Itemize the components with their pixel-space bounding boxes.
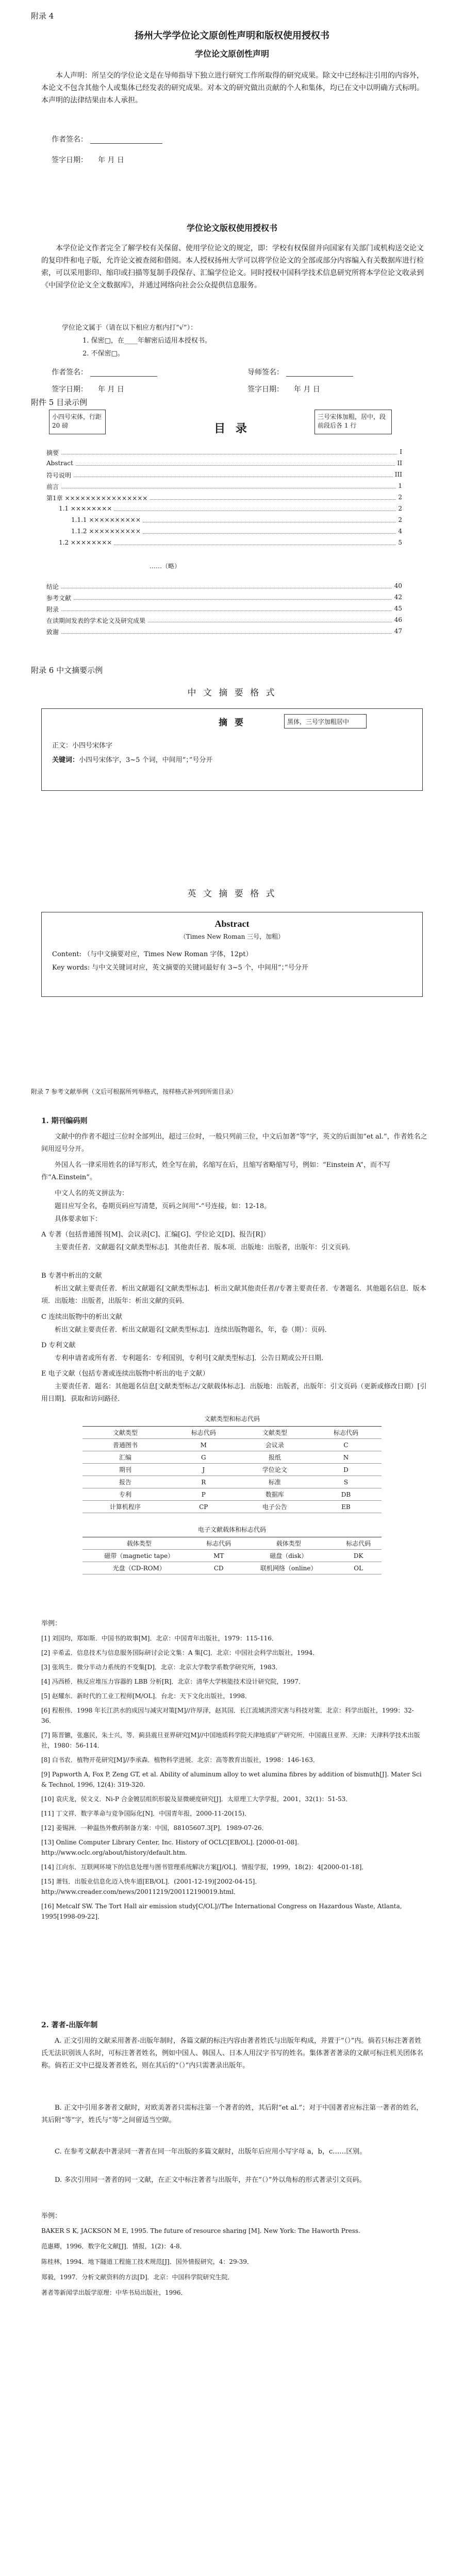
table-row: 计算机程序 CP 电子公告 EB bbox=[82, 1501, 382, 1513]
reference-item: 著者等新闻学出版学原理：中华书局出版社，1996． bbox=[41, 2289, 187, 2296]
toc-note-left: 小四号宋体，行距 20 磅 bbox=[49, 410, 106, 434]
author-sign-label-2: 作者签名： bbox=[52, 368, 88, 377]
reference-item: [10] 袁庆龙，侯文义．Ni-P 合金镀层组织形貌及显微硬度研究[J]．太原理工大学学报，2001，32(1)：51-53． bbox=[41, 1795, 352, 1803]
item-a: A 专著（包括普通图书[M]、会议录[C]、汇编[G]、学位论文[D]、报告[R]） bbox=[41, 1231, 270, 1239]
toc-row[interactable]: 附录 45 bbox=[46, 605, 402, 613]
reference-item: [12] 姜锡洲．一种温热外敷药制备方案：中国，88105607.3[P]．1989-07-26． bbox=[41, 1824, 268, 1832]
en-keywords: Key words: 与中文关键词对应，英文摘要的关键词最好有 3~5 个，中间用“；”号分开 bbox=[52, 964, 308, 972]
toc-row[interactable]: 1.1 ×××××××× 2 bbox=[59, 505, 402, 512]
table-header: 标志代码 bbox=[310, 1427, 382, 1439]
toc-row[interactable]: 在读期间发表的学术论文及研究成果 46 bbox=[46, 616, 402, 624]
en-abstract-content: Content: （与中文摘要对应，Times New Roman 字体，12pt） bbox=[52, 951, 253, 958]
examples-label: 举例： bbox=[41, 1620, 62, 1628]
table-row: 光盘（CD-ROM） CD 联机网络（online） OL bbox=[82, 1562, 382, 1574]
cn-abstract-body: 正文：小四号宋体字 bbox=[52, 742, 113, 750]
sec2-examples-label: 举例： bbox=[41, 2212, 62, 2220]
table-header: 标志代码 bbox=[335, 1537, 382, 1550]
item-d-format: 专利申请者或所有者．专利题名：专利国别，专利号[文献类型标志]．公告日期或公开日期． bbox=[55, 1354, 328, 1362]
appendix7-label: 附录 7 参考文献举例（文后可根据所列举格式，按样格式补列到所需目录） bbox=[31, 1088, 237, 1095]
date-label: 签字日期： bbox=[52, 156, 88, 164]
table-row: 报告 R 标准 S bbox=[82, 1476, 382, 1488]
reference-item: 郑毅，1997．分析文献资料的方法[D]．北京：中国科学院研究生院． bbox=[41, 2274, 234, 2281]
toc-row[interactable]: 1.1.2 ×××××××××× 4 bbox=[71, 528, 402, 535]
reference-item: [1] 刘国均，郑如斯．中国书的故事[M]．北京：中国青年出版社，1979：115-116． bbox=[41, 1635, 278, 1642]
table-row: 期刊 J 学位论文 D bbox=[82, 1464, 382, 1476]
table-header: 标志代码 bbox=[168, 1427, 239, 1439]
reference-item: [13] Online Computer Library Center, Inc. History of OCLC[EB/OL]. [2000-01-08]. http://www.oclc.org/about/history/default.htm. bbox=[41, 1839, 299, 1856]
date-units: 年 月 日 bbox=[98, 156, 124, 164]
table-header: 载体类型 bbox=[242, 1537, 335, 1550]
en-abstract-box bbox=[41, 912, 423, 997]
main-title: 扬州大学学位论文原创性声明和版权使用授权书 bbox=[135, 30, 329, 41]
item-c-format: 析出文献主要责任者．析出文献题名[文献类型标志]．连续出版物题名，年，卷（期）：页码． bbox=[55, 1326, 332, 1334]
appendix5-label: 附件 5 目录示例 bbox=[31, 398, 88, 407]
appendix-label: 附录 4 bbox=[31, 11, 54, 21]
reference-item: [7] 陈晋镳，张惠民，朱士兴，等．蓟县震旦亚界研究[M]//中国地质科学院天津地质矿产研究所．中国震旦亚界．天津：天津科学技术出版社，1980：56-114． bbox=[41, 1732, 420, 1749]
reference-item: [6] 程根伟．1998 年长江洪水的成因与减灾对策[M]//许厚泽，赵其国．长江流域洪涝灾害与科技对策．北京：科学出版社，1999：32-36． bbox=[41, 1707, 414, 1724]
cn-abstract-header: 中 文 摘 要 格 式 bbox=[187, 688, 277, 698]
option-1: 1. 保密□，在____年解密后适用本授权书。 bbox=[82, 337, 211, 345]
reference-item: 陈桂林，1994．地下隧道工程施工技术规范[J]．国外情报研究，4：29-39． bbox=[41, 2258, 253, 2265]
copyright-text: 本学位论文作者完全了解学校有关保留、使用学位论文的规定，即：学校有权保留并向国家有关部门或机构送交论文的复印件和电子版，允许论文被查阅和借阅。本人授权扬州大学可以将学位论文的全部或部分内容编入有关数据库进行检索，可以采用影印、缩印或扫描等复制手段保存、汇编学位论文。同时授权中国科学技术信息研究所将本学位论文收录到《中国学位论文全文数据库》，并通过网络向社会公众提供信息服务。 bbox=[41, 244, 424, 290]
cn-abstract-box bbox=[41, 708, 423, 791]
cn-abstract-title: 摘 要 bbox=[219, 718, 245, 728]
toc-row[interactable]: Abstract II bbox=[46, 460, 402, 467]
sec2-para4: D. 多次引用同一著者的同一文献，在正文中标注著者与出版年，并在“（）”外以角标的形式著录引文页码。 bbox=[55, 2176, 366, 2184]
sec2-reference-list bbox=[41, 2226, 428, 2303]
reference-item: BAKER S K, JACKSON M E, 1995. The future of resource sharing [M]. New York: The Haworth Press. bbox=[41, 2227, 360, 2234]
toc-row[interactable]: 参考文献 42 bbox=[46, 594, 402, 602]
reference-item: [15] 萧钰．出版业信息化迈入快车道[EB/OL]．(2001-12-19)[2002-04-15]．http://www.creader.com/news/20011219/200112190019.html． bbox=[41, 1878, 261, 1895]
reference-list bbox=[41, 1633, 428, 1926]
table1-title: 文献类型和标志代码 bbox=[204, 1415, 260, 1422]
toc-note-right: 三号宋体加粗，居中，段前段后各 1 行 bbox=[314, 410, 392, 434]
table-header: 标志代码 bbox=[195, 1537, 242, 1550]
cn-keywords-line bbox=[52, 754, 212, 764]
toc-row[interactable]: 1.1.1 ×××××××××× 2 bbox=[71, 516, 402, 523]
item-e-format: 主要责任者．题名：其他题名信息[文献类型标志/文献载体标志]．出版地：出版者，出版年：引文页码（更新或修改日期）[引用日期]．获取和访问路径． bbox=[41, 1383, 427, 1403]
item-c: C 连续出版物中的析出文献 bbox=[41, 1313, 123, 1321]
reference-item: 范惠卿，1996．数字化文献[J]．情报，1(2)：4-8． bbox=[41, 2243, 186, 2250]
reference-item: [5] 赵耀东．新时代的工业工程师[M/OL]．台北：天下文化出版社，1998． bbox=[41, 1692, 251, 1700]
sec1-para2: 外国人名一律采用姓名的译写形式，姓全写在前，名缩写在后，且缩写省略缩写号，例如：“Einstein A”，而不写作“A.Einstein”。 bbox=[41, 1161, 391, 1181]
table-row: 汇编 G 报纸 N bbox=[82, 1451, 382, 1464]
sec2-para2: B. 正文中引用多著者文献时，对欧美著者只需标注第一个著者的姓，其后附“et al.”；对于中国著者应标注第一著者的姓名，其后附“等”字，姓氏与“等”之间留适当空隙。 bbox=[41, 2104, 423, 2124]
toc-row[interactable]: 结论 40 bbox=[46, 582, 402, 590]
cn-keywords-label: 关键词： bbox=[52, 756, 79, 764]
toc-row[interactable]: 1.2 ×××××××× 5 bbox=[59, 539, 402, 546]
reference-item: [9] Papworth A, Fox P, Zeng GT, et al. Ability of aluminum alloy to wet alumina fibres by addition of bismuth[J]. Mater Sci & Technol, 1996, 12(4): 319-320. bbox=[41, 1771, 422, 1788]
copyright-title: 学位论文版权使用授权书 bbox=[186, 223, 277, 233]
item-a-format: 主要责任者．文献题名[文献类型标志]．其他责任者．版本项．出版地：出版者，出版年：引文页码． bbox=[55, 1244, 355, 1251]
date-label-2: 签字日期： bbox=[52, 385, 88, 394]
table-row: 普通图书 M 会议录 C bbox=[82, 1439, 382, 1451]
en-abstract-title: Abstract bbox=[214, 919, 250, 929]
declaration-text: 本人声明：所呈交的学位论文是在导师指导下独立进行研究工作所取得的研究成果。除文中已经标注引用的内容外，本论文不包含其他个人或集体已经发表的研究成果。对本文的研究做出贡献的个人和集体，均已在文中以明确方式标明。本声明的法律结果由本人承担。 bbox=[41, 72, 424, 105]
reference-item: [16] Metcalf SW. The Tort Hall air emission study[C/OL]//The International Congress on Hazardous Waste, Atlanta, 1995[1998-09-22]． bbox=[41, 1903, 402, 1920]
toc-row[interactable]: 第1章 ×××××××××××××××× 2 bbox=[46, 494, 402, 502]
reference-item: [2] 辛希孟．信息技术与信息服务国际研讨会论文集：A 集[C]．北京：中国社会科学出版社，1994． bbox=[41, 1649, 319, 1656]
toc-row[interactable]: 摘要 I bbox=[46, 448, 402, 456]
sub-title: 学位论文原创性声明 bbox=[194, 49, 269, 59]
table2-title: 电子文献载体和标志代码 bbox=[197, 1526, 266, 1533]
toc-title: 目 录 bbox=[214, 422, 250, 435]
doc-type-table bbox=[82, 1426, 382, 1513]
sec2-para1: A. 正文引用的文献采用著者-出版年制时，各篇文献的标注内容由著者姓氏与出版年构成，并置于“（）”内。倘若只标注著者姓氏无法识别该人名时，可标注著者姓名，例如中国人、韩国人、日本人用汉字书写的姓名。集体著者著录的文献可标注机关团体名称。倘若正文中已提及著者姓名，则在其后的“（）”内只需著录出版年。 bbox=[41, 2037, 424, 2070]
cn-keywords-text: 小四号宋体字，3~5 个词，中间用“；”号分开 bbox=[79, 756, 213, 764]
sec1-para3: 中文人名的英文拼法为： bbox=[55, 1190, 129, 1197]
toc-omitted: ……（略） bbox=[150, 563, 181, 570]
sec2-para3: C. 在参考文献表中著录同一著者在同一年出版的多篇文献时，出版年后应用小写字母 a，b，c……区别。 bbox=[55, 2148, 367, 2156]
table-header: 文献类型 bbox=[82, 1427, 168, 1439]
table-header: 载体类型 bbox=[82, 1537, 195, 1550]
sec1-para1: 文献中的作者不超过三位时全部列出，超过三位时，一般只列前三位，中文后加著“等”字，英文的后面加“et al.”，作者姓名之间用逗号分开。 bbox=[41, 1133, 427, 1153]
reference-item: [14] 江向东．互联网环境下的信息处理与图书管理系统解决方案[J/OL]．情报学报，1999，18(2)：4[2000-01-18]． bbox=[41, 1863, 368, 1871]
table-row: 磁带（magnetic tape） MT 磁盘（disk） DK bbox=[82, 1550, 382, 1562]
sec1-title: 1. 期刊编码则 bbox=[41, 1117, 88, 1125]
item-b: B 专著中析出的文献 bbox=[41, 1272, 102, 1280]
carrier-type-table bbox=[82, 1537, 382, 1574]
item-d: D 专利文献 bbox=[41, 1342, 76, 1349]
table-row: 专利 P 数据库 DB bbox=[82, 1488, 382, 1501]
toc-row[interactable]: 前言 1 bbox=[46, 482, 402, 490]
toc-row[interactable]: 符号说明 III bbox=[46, 471, 402, 479]
toc-list bbox=[46, 448, 402, 665]
item-b-format: 析出文献主要责任者．析出文献题名[文献类型标志]．析出文献其他责任者//专著主要责任者．专著题名．其他题名信息．版本项．出版地：出版者，出版年：析出文献的页码． bbox=[41, 1285, 426, 1305]
sec1-para4: 题目应写全名，卷期页码应写清楚，页码之间用“-”号连接，如：12-18。 bbox=[55, 1202, 271, 1210]
date-units-3: 年 月 日 bbox=[294, 385, 320, 394]
secret-line: 学位论文属于（请在以下相应方框内打“√”）： bbox=[62, 324, 197, 332]
date-label-3: 签字日期： bbox=[247, 385, 284, 394]
en-abstract-title-note: （Times New Roman 三号，加粗） bbox=[179, 933, 285, 940]
table-header: 文献类型 bbox=[239, 1427, 310, 1439]
sec1-para5: 具体要求如下： bbox=[55, 1215, 102, 1223]
option-2: 2. 不保密□。 bbox=[82, 350, 124, 358]
toc-row[interactable]: 致谢 47 bbox=[46, 628, 402, 636]
date-units-2: 年 月 日 bbox=[98, 385, 124, 394]
en-abstract-header: 英 文 摘 要 格 式 bbox=[187, 889, 277, 899]
sec2-title: 2. 著者-出版年制 bbox=[41, 2021, 98, 2029]
author-sign-label: 作者签名： bbox=[52, 135, 88, 144]
supervisor-sign-label: 导师签名： bbox=[247, 368, 284, 377]
cn-abstract-note: 黑体，三号字加粗居中 bbox=[284, 714, 367, 728]
item-e: E 电子文献（包括专著或连续出版物中析出的电子文献） bbox=[41, 1370, 209, 1378]
reference-item: [11] 丁文祥．数字革命与竞争国际化[N]．中国青年报，2000-11-20(15)． bbox=[41, 1810, 251, 1817]
reference-item: [4] 冯西桥．核反应堆压力容器的 LBB 分析[R]．北京：清华大学核能技术设计研究院，1997． bbox=[41, 1678, 305, 1685]
reference-item: [8] 白书农．植物开花研究[M]//李承森．植物科学进展．北京：高等教育出版社，1998：146-163． bbox=[41, 1756, 319, 1764]
appendix6-label: 附录 6 中文摘要示例 bbox=[31, 666, 103, 675]
reference-item: [3] 张筑生．微分半动力系统的不变集[D]．北京：北京大学数学系数学研究所，1983． bbox=[41, 1664, 282, 1671]
